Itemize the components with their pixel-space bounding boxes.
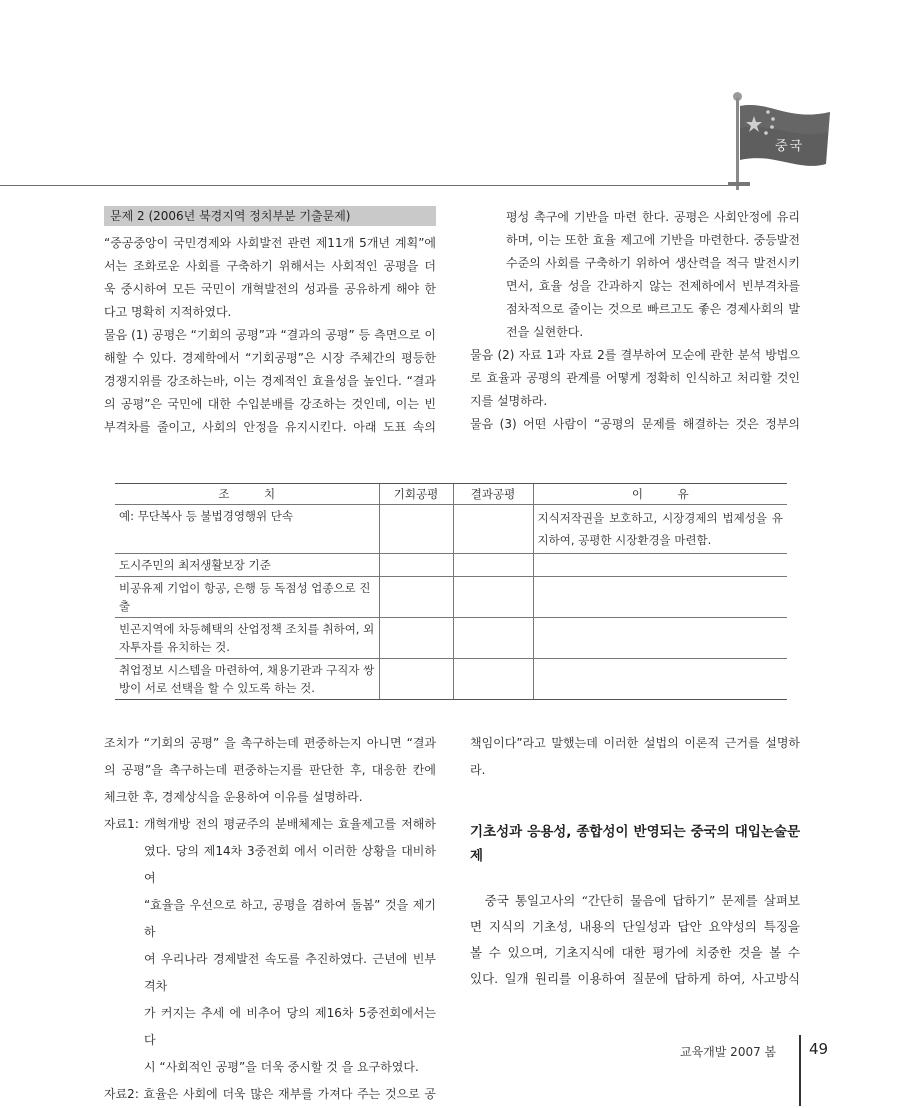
material1-body — [104, 838, 436, 1081]
body-line: 있다. 일개 원리를 이용하여 질문에 답하게 하여, 사고방식 — [470, 971, 800, 986]
table-cell — [533, 618, 787, 659]
table-cell — [453, 618, 533, 659]
table-cell: 예: 무단복사 등 불법경영행위 단속 — [115, 505, 379, 554]
question-title: 문제 2 (2006년 북경지역 정치부분 기출문제) — [104, 206, 436, 226]
material1-line: 가 커지는 추세 에 비추어 당의 제16차 5중전회에서는 다 — [144, 1006, 436, 1047]
q2-line: 물음 (2) 자료 1과 자료 2를 결부하여 모순에 관한 분석 방법으 — [470, 348, 800, 362]
instruction-line: 조치가 “기회의 공평” 을 촉구하는데 편중하는지 아니면 “결과 — [104, 736, 436, 750]
q3-line: 물음 (3) 어떤 사람이 “공평의 문제를 해결하는 것은 정부의 — [470, 417, 800, 431]
material-line: 하며, 이는 또한 효율 제고에 기반을 마련한다. 중등발전 — [506, 233, 800, 247]
material1-line: 시 “사회적인 공평”을 더욱 중시할 것 을 요구하였다. — [144, 1060, 419, 1074]
right-column-top — [470, 206, 800, 436]
footer-divider — [799, 1035, 801, 1106]
col-header-reason: 이 유 — [533, 484, 787, 505]
body-line: 면 지식의 기초성, 내용의 단일성과 답안 요약성의 특징을 — [470, 919, 800, 934]
q1-line: 의 공평”은 국민에 대한 수입분배를 강조하는 것인데, 이는 빈 — [104, 397, 436, 411]
table-row — [115, 505, 787, 554]
table-cell: 지식저작권을 보호하고, 시장경제의 법제성을 유지하여, 공평한 시장환경을 마련함. — [533, 505, 787, 554]
instruction-line: 의 공평”을 촉구하는데 편중하는지를 판단한 후, 대응한 칸에 — [104, 763, 436, 777]
table-cell — [379, 659, 453, 700]
table-cell — [379, 554, 453, 577]
body-line: 볼 수 있으며, 기초지식에 대한 평가에 치중한 것을 볼 수 — [470, 945, 800, 960]
table-cell — [453, 659, 533, 700]
q1-line: 부격차를 줄이고, 사회의 안정을 유지시킨다. 아래 도표 속의 — [104, 420, 436, 434]
section-heading: 기초성과 응용성, 종합성이 반영되는 중국의 대입논술문 — [470, 824, 800, 840]
table-cell — [453, 577, 533, 618]
table-row — [115, 618, 787, 659]
table-cell — [379, 577, 453, 618]
col-header-measure: 조 치 — [115, 484, 379, 505]
left-column-bottom — [104, 730, 436, 1108]
intro-line: “중공중앙이 국민경제와 사회발전 관련 제11개 5개년 계획”에 — [104, 236, 436, 250]
table-cell — [533, 659, 787, 700]
intro-line: 서는 조화로운 사회를 구축하기 위해서는 사회적인 공평을 더 — [104, 259, 436, 273]
q2-line: 로 효율과 공평의 관계를 어떻게 정확히 인식하고 처리할 것인 — [470, 371, 800, 385]
intro-line: 다고 명확히 지적하였다. — [104, 305, 232, 319]
q3-continuation: 라. — [470, 763, 486, 777]
table-cell — [453, 554, 533, 577]
q1-line: 해할 수 있다. 경제학에서 “기회공평”은 시장 주체간의 평등한 — [104, 351, 436, 365]
table-header-row — [115, 484, 787, 505]
table-cell — [379, 618, 453, 659]
material1-line: “효율을 우선으로 하고, 공평을 겸하여 돌봄” 것을 제기하 — [144, 898, 436, 939]
table-cell — [533, 577, 787, 618]
material1-line: 였다. 당의 제14차 3중전회 에서 이러한 상황을 대비하여 — [144, 844, 436, 885]
page-number: 49 — [809, 1040, 829, 1058]
material1-line: 자료1: 개혁개방 전의 평균주의 분배체제는 효율제고를 저해하 — [104, 817, 436, 831]
material-line: 점차적으로 줄이는 것으로 빠르고도 좋은 경제사회의 발 — [506, 302, 800, 316]
right-column-bottom — [470, 730, 800, 992]
table-cell — [453, 505, 533, 554]
table-row — [115, 554, 787, 577]
material-line: 전을 실현한다. — [506, 325, 584, 339]
header-rule — [0, 185, 740, 186]
q3-continuation: 책임이다”라고 말했는데 이러한 설법의 이론적 근거를 설명하 — [470, 736, 800, 750]
flagpole — [736, 98, 739, 190]
q2-line: 지를 설명하라. — [470, 394, 548, 408]
section-label: 중국 — [775, 139, 805, 154]
instruction-line: 체크한 후, 경제상식을 운용하여 이유를 설명하라. — [104, 790, 363, 804]
table-cell: 빈곤지역에 차등혜택의 산업정책 조치를 취하여, 외자투자를 유치하는 것. — [115, 618, 379, 659]
col-header-outcome-equity: 결과공평 — [453, 484, 533, 505]
q1-line: 물음 (1) 공평은 “기회의 공평”과 “결과의 공평” 등 측면으로 이 — [104, 328, 436, 342]
intro-line: 욱 중시하여 모든 국민이 개혁발전의 성과를 공유하게 해야 한 — [104, 282, 436, 296]
material-line: 평성 촉구에 기반을 마련 한다. 공평은 사회안정에 유리 — [506, 210, 800, 224]
table-cell: 비공유제 기업이 항공, 은행 등 독점성 업종으로 진출 — [115, 577, 379, 618]
material-continuation — [470, 206, 800, 344]
body-line: 중국 통일고사의 “간단히 물음에 답하기” 문제를 살펴보 — [470, 893, 800, 908]
material1-line: 여 우리나라 경제발전 속도를 추진하였다. 근년에 빈부격차 — [144, 952, 436, 993]
table-cell — [533, 554, 787, 577]
left-column-top — [104, 206, 436, 439]
section-heading: 제 — [470, 848, 484, 864]
table-row — [115, 659, 787, 700]
table-cell — [379, 505, 453, 554]
col-header-opportunity-equity: 기회공평 — [379, 484, 453, 505]
measures-table — [115, 483, 787, 700]
table-cell: 취업정보 시스템을 마련하여, 채용기관과 구직자 쌍방이 서로 선택을 할 수 있도록 하는 것. — [115, 659, 379, 700]
material-line: 면서, 효율 성을 간과하지 않는 전제하에서 빈부격차를 — [506, 279, 800, 293]
material-line: 수준의 사회를 구축하기 위하여 생산력을 적극 발전시키 — [506, 256, 800, 270]
material2-line: 자료2: 효율은 사회에 더욱 많은 재부를 가져다 주는 것으로 공 — [104, 1087, 436, 1101]
flagpole-base — [728, 182, 750, 186]
q1-line: 경쟁지위를 강조하는바, 이는 경제적인 효율성을 높인다. “결과 — [104, 374, 436, 388]
table-cell: 도시주민의 최저생활보장 기준 — [115, 554, 379, 577]
table-row — [115, 577, 787, 618]
journal-name: 교육개발 2007 봄 — [680, 1045, 777, 1059]
